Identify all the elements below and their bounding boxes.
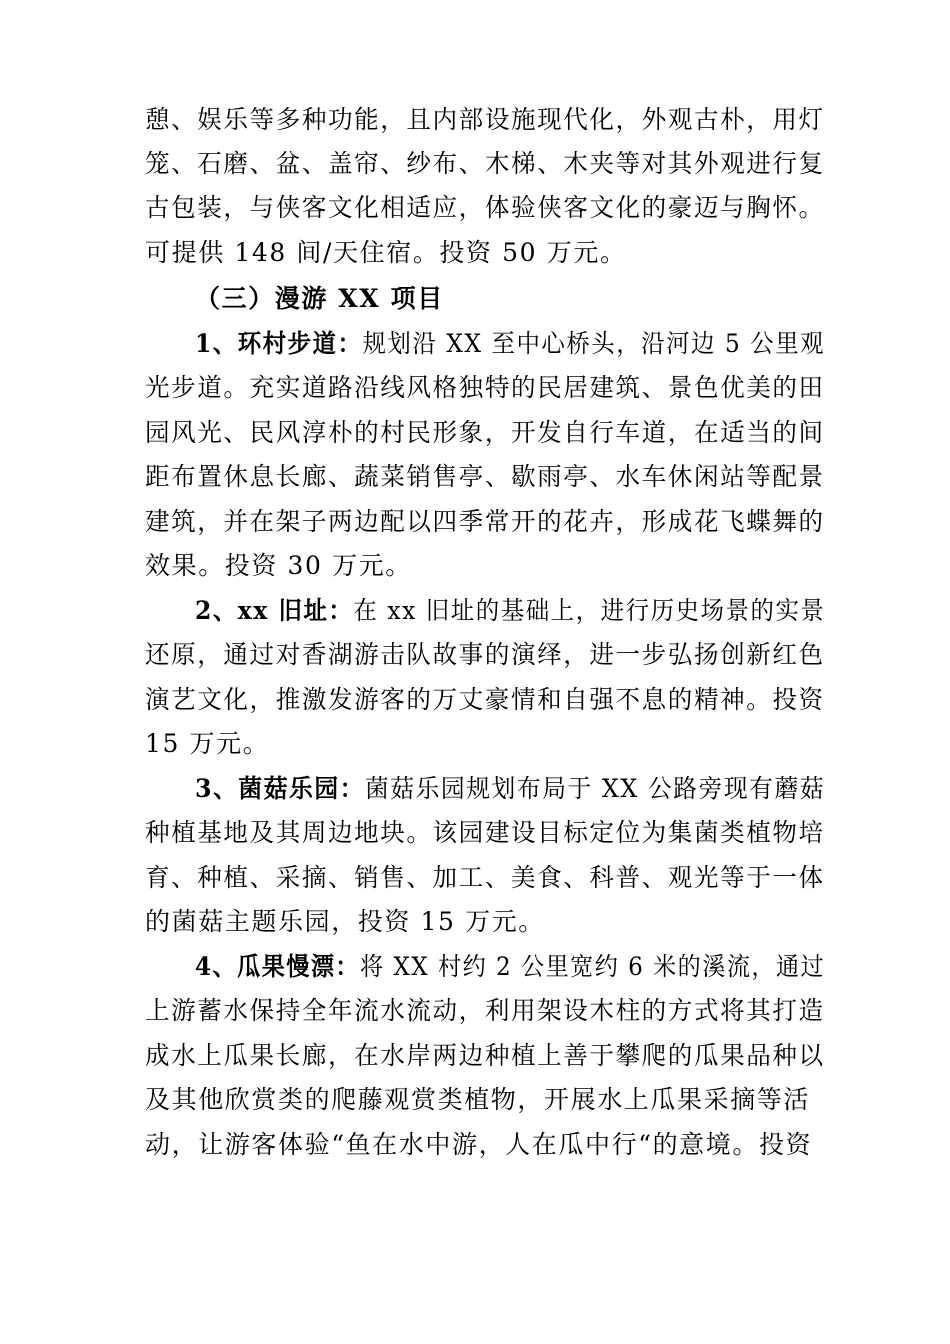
item-3-line: 的菌菇主题乐园，投资 15 万元。 [145, 907, 545, 936]
body-line: 可提供 148 间/天住宿。投资 50 万元。 [145, 238, 627, 267]
item-2-first-line [195, 593, 826, 629]
item-4-title: 4、瓜果慢漂： [195, 952, 360, 981]
section-title: （三）漫游 XX 项目 [195, 284, 444, 313]
item-1-line: 光步道。充实道路沿线风格独特的民居建筑、景色优美的田 [145, 373, 825, 402]
item-3-line: 育、种植、采摘、销售、加工、美食、科普、观光等于一体 [145, 863, 825, 892]
item-1-title: 1、环村步道： [195, 329, 363, 358]
item-2-line: 15 万元。 [145, 729, 270, 758]
item-4-line: 成水上瓜果长廊，在水岸两边种植上善于攀爬的瓜果品种以 [145, 1041, 825, 1070]
body-line: 笼、石磨、盆、盖帘、纱布、木梯、木夹等对其外观进行复 [145, 149, 825, 178]
body-line: 古包装，与侠客文化相适应，体验侠客文化的豪迈与胸怀。 [145, 193, 825, 222]
item-1-line: 效果。投资 30 万元。 [145, 551, 412, 580]
item-4-text: 将 XX 村约 2 公里宽约 6 米的溪流，通过 [359, 952, 826, 981]
item-1-line: 园风光、民风淳朴的村民形象，开发自行车道，在适当的间 [145, 418, 825, 447]
item-3-text: 菌菇乐园规划布局于 XX 公路旁现有蘑菇 [364, 774, 826, 803]
item-2-title: 2、xx 旧址： [195, 596, 354, 625]
item-4-first-line [195, 949, 826, 985]
item-2-text: 在 xx 旧址的基础上，进行历史场景的实景 [353, 596, 826, 625]
item-3-line: 种植基地及其周边地块。该园建设目标定位为集菌类植物培 [145, 818, 825, 847]
body-line: 憩、娱乐等多种功能，且内部设施现代化，外观古朴，用灯 [145, 105, 825, 134]
item-4-line: 及其他欣赏类的爬藤观赏类植物，开展水上瓜果采摘等活 [145, 1085, 811, 1114]
item-2-line: 还原，通过对香湖游击队故事的演绎，进一步弘扬创新红色 [145, 640, 825, 669]
item-1-line: 距布置休息长廊、蔬菜销售亭、歇雨亭、水车休闲站等配景 [145, 462, 825, 491]
item-2-line: 演艺文化，推激发游客的万丈豪情和自强不息的精神。投资 [145, 685, 825, 714]
item-4-line: 动，让游客体验“鱼在水中游，人在瓜中行“的意境。投资 [145, 1130, 813, 1159]
item-4-line: 上游蓄水保持全年流水流动，利用架设木柱的方式将其打造 [145, 996, 825, 1025]
item-1-line: 建筑，并在架子两边配以四季常开的花卉，形成花飞蝶舞的 [145, 507, 825, 536]
item-1-text: 规划沿 XX 至中心桥头，沿河边 5 公里观 [362, 329, 826, 358]
item-3-first-line [195, 771, 826, 807]
item-1-first-line [195, 326, 826, 362]
item-3-title: 3、菌菇乐园： [195, 774, 365, 803]
